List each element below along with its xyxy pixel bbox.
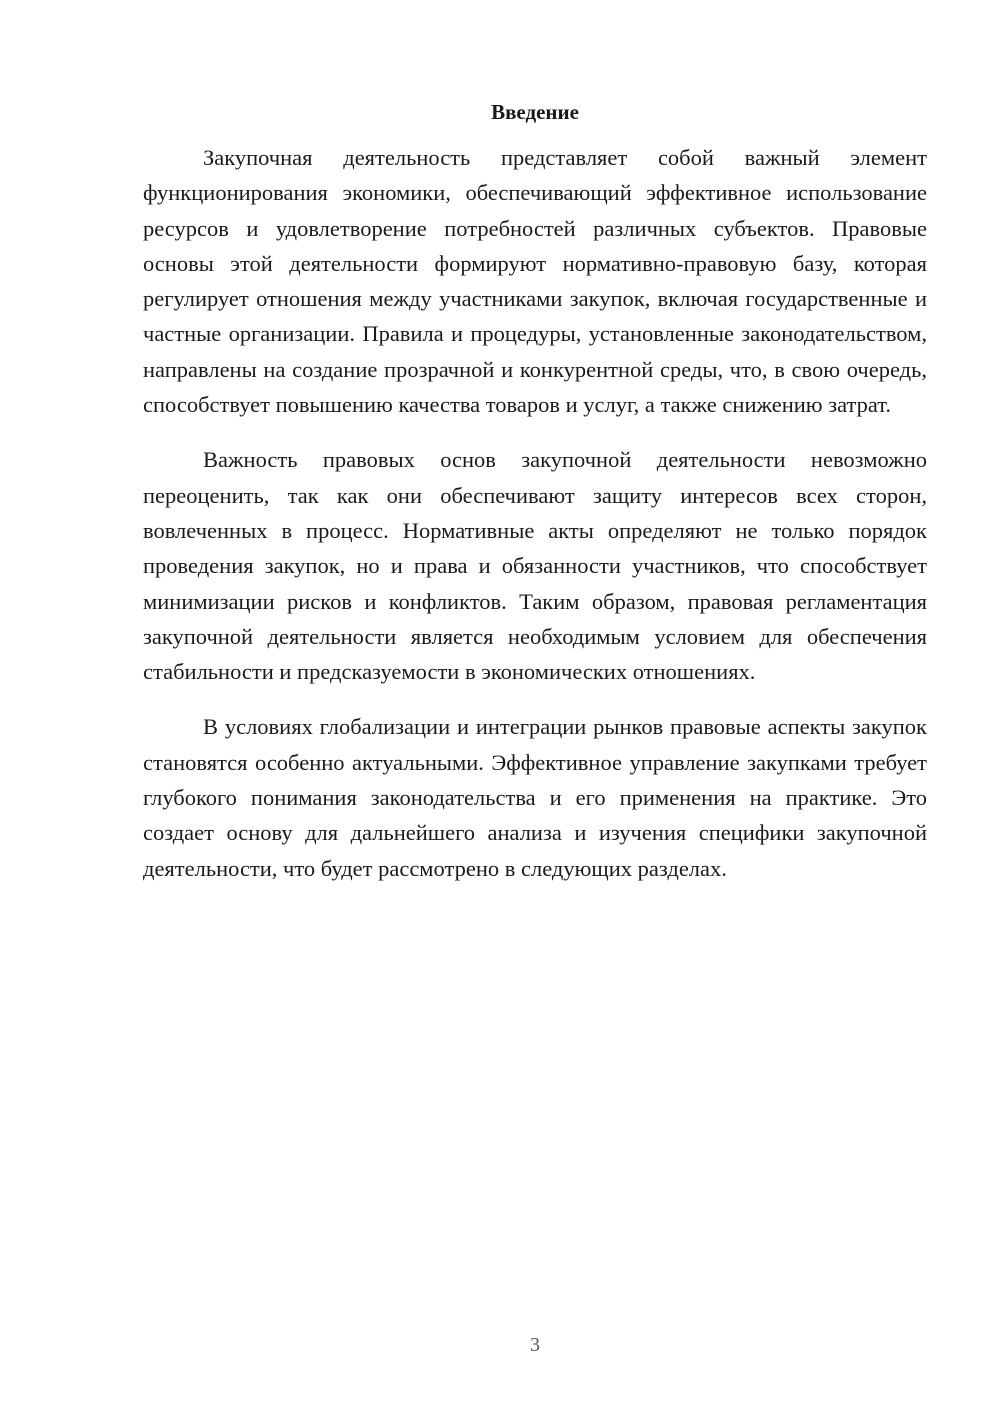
page-number: 3 <box>530 1334 540 1356</box>
paragraph-3: В условиях глобализации и интеграции рынков правовые аспекты закупок становятся особенно актуальными. Эффективное управление закупками требует глубокого понимания законодательства и его применения на практике. Это создает основу для дальнейшего анализа и изучения специфики закупочной деятельности, что будет рассмотрено в следующих разделах. <box>143 714 927 881</box>
paragraph-2: Важность правовых основ закупочной деятельности невозможно переоценить, так как они обеспечивают защиту интересов всех сторон, вовлеченных в процесс. Нормативные акты определяют не только порядок проведения закупок, но и права и обязанности участников, что способствует минимизации рисков и конфликтов. Таким образом, правовая регламентация закупочной деятельности является необходимым условием для обеспечения стабильности и предсказуемости в экономических отношениях. <box>143 447 927 685</box>
page-content <box>143 96 927 906</box>
section-title: Введение <box>491 100 579 124</box>
paragraph-1: Закупочная деятельность представляет собой важный элемент функционирования экономики, обеспечивающий эффективное использование ресурсов и удовлетворение потребностей различных субъектов. Правовые основы этой деятельности формируют нормативно-правовую базу, которая регулирует отношения между участниками закупок, включая государственные и частные организации. Правила и процедуры, установленные законодательством, направлены на создание прозрачной и конкурентной среды, что, в свою очередь, способствует повышению качества товаров и услуг, а также снижению затрат. <box>143 145 927 418</box>
